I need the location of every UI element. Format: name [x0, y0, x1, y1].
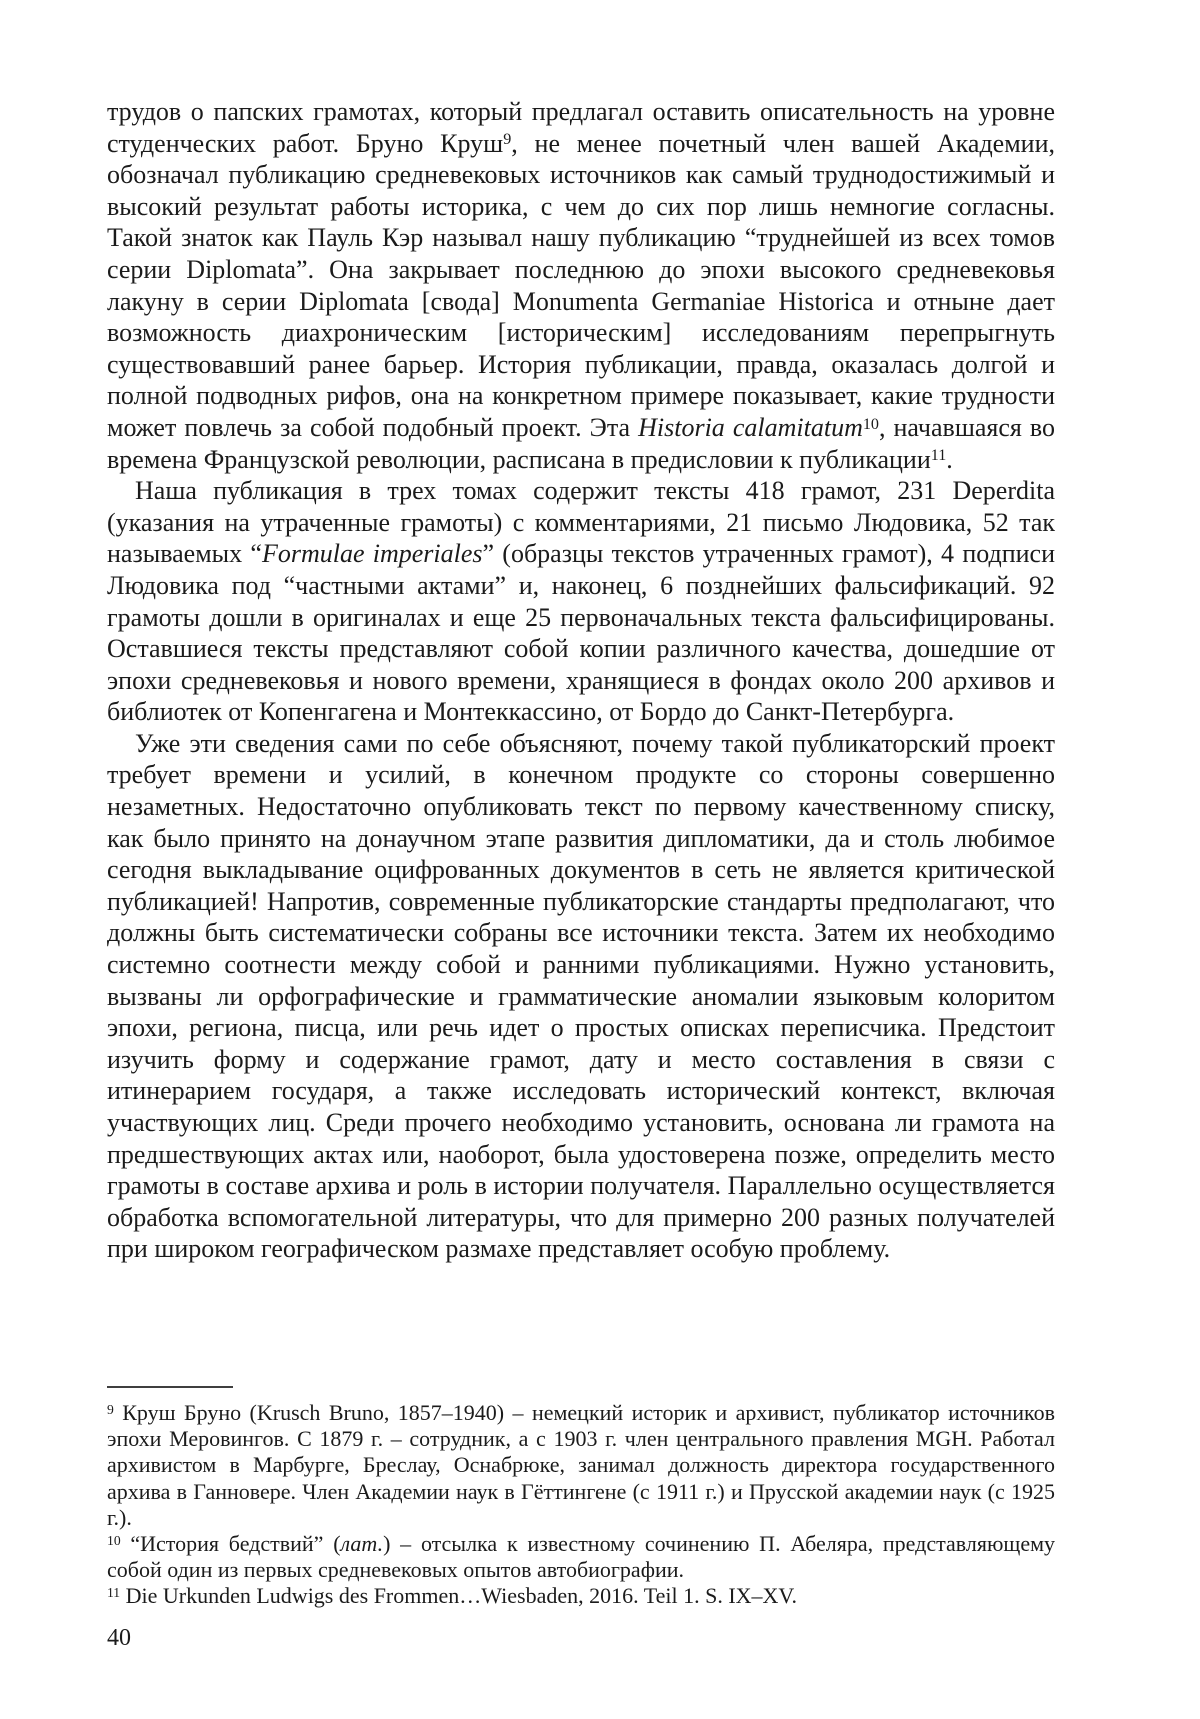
text-segment: Die Urkunden Ludwigs des Frommen…Wiesbaden, 2016. Teil 1. S. IX–XV. — [120, 1583, 797, 1609]
footnote-9 — [107, 1400, 1055, 1531]
page-number: 40 — [107, 1624, 131, 1651]
page-footer — [0, 1386, 1200, 1719]
footnote-marker: 10 — [107, 1532, 121, 1548]
footnote-11 — [107, 1583, 1055, 1609]
text-segment-italic: лат. — [340, 1531, 384, 1557]
footnote-divider — [107, 1386, 233, 1388]
text-segment: ) – отсылка к известному сочинению П. Абеляра, представляющему собой один из первых средневековых опытов автобиографии. — [107, 1531, 1056, 1583]
paragraph — [107, 96, 1055, 475]
text-segment-italic: Formulae imperiales — [261, 539, 483, 569]
text-segment: , не менее почетный член вашей Академии, обозначал публикацию средневековых источников как самый труднодостижимый и высокий результат работы историка, с чем до сих пор лишь немногие согласны. Такой знаток как Пауль Кэр называл нашу публикацию “труднейшей из всех томов серии Diplomata”. Она закрывает последнюю до эпохи высокого средневековья лакуну в серии Diplomata [свода] Monumenta Germaniae Historica и отныне дает возможность диахроническим [историческим] исследованиям перепрыгнуть существовавший ранее барьер. История публикации, правда, оказалась долгой и полной подводных рифов, она на конкретном примере показывает, какие трудности может повлечь за собой подобный проект. Эта — [107, 128, 1056, 442]
footnote-ref-10: 10 — [862, 415, 879, 433]
text-segment-italic: Historia calamitatum — [638, 412, 863, 442]
footnote-marker: 11 — [107, 1585, 121, 1601]
footnote-ref-11: 11 — [930, 447, 947, 465]
text-segment: “История бедствий” ( — [120, 1531, 341, 1557]
footnote-ref-9: 9 — [503, 131, 512, 149]
text-segment: ” (образцы текстов утраченных грамот), 4 подписи Людовика под “частными актами” и, наконец, 6 позднейших фальсификаций. 92 грамоты дошли в оригиналах и еще 25 первоначальных текста фальсифицированы. Оставшиеся тексты представляют собой копии различного качества, дошедшие от эпохи средневековья и нового времени, хранящиеся в фондах около 200 архивов и библиотек от Копенгагена и Монтеккассино, от Бордо до Санкт-Петербурга. — [107, 539, 1055, 727]
text-segment: Уже эти сведения сами по себе объясняют, почему такой публикаторский проект требует времени и усилий, в конечном продукте со стороны совершенно незаметных. Недостаточно опубликовать текст по первому качественному списку, как было принято на донаучном этапе развития дипломатики, да и столь любимое сегодня выкладывание оцифрованных документов в сеть не является критической публикацией! Напротив, современные публикаторские стандарты предполагают, что должны быть систематически собраны все источники текста. Затем их необходимо системно соотнести между собой и ранними публикациями. Нужно установить, вызваны ли орфографические и грамматические аномалии языковым колоритом эпохи, региона, писца, или речь идет о простых описках переписчика. Предстоит изучить форму и содержание грамот, дату и место составления в связи с итинерарием государя, а также исследовать исторический контекст, включая участвующих лиц. Среди прочего необходимо установить, основана ли грамота на предшествующих актах или, наоборот, была удостоверена позже, определить место грамоты в составе архива и роль в истории получателя. Параллельно осуществляется обработка вспомогательной литературы, что для примерно 200 разных получателей при широком географическом размахе представляет особую проблему. — [107, 728, 1055, 1264]
text-segment: Наша публикация в трех томах содержит тексты 418 грамот, 231 Deperdita (указания на утраченные грамоты) с комментариями, 21 письмо Людовика, 52 так называемых “ — [107, 476, 1055, 569]
text-segment: , начавшаяся во времена Французской революции, расписана в предисловии к публикации — [107, 412, 1055, 474]
text-segment: Круш Бруно (Krusch Bruno, 1857–1940) – немецкий историк и архивист, публикатор источников эпохи Меровингов. С 1879 г. – сотрудник, а с 1903 г. член центрального правления MGH. Работал архивистом в Марбурге, Бреслау, Оснабрюке, занимал должность директора государственного архива в Ганновере. Член Академии наук в Гёттингене (с 1911 г.) и Прусской академии наук (с 1925 г.). — [107, 1400, 1055, 1530]
text-segment: . — [946, 444, 953, 474]
text-segment: трудов о папских грамотах, который предлагал оставить описательность на уровне студенческих работ. Бруно Круш — [107, 97, 1055, 158]
main-text-block — [107, 96, 1055, 1265]
footnote-10 — [107, 1531, 1055, 1583]
footnote-marker: 9 — [107, 1401, 114, 1417]
paragraph — [107, 728, 1055, 1265]
paragraph — [107, 475, 1055, 728]
footnotes-block — [107, 1400, 1055, 1610]
